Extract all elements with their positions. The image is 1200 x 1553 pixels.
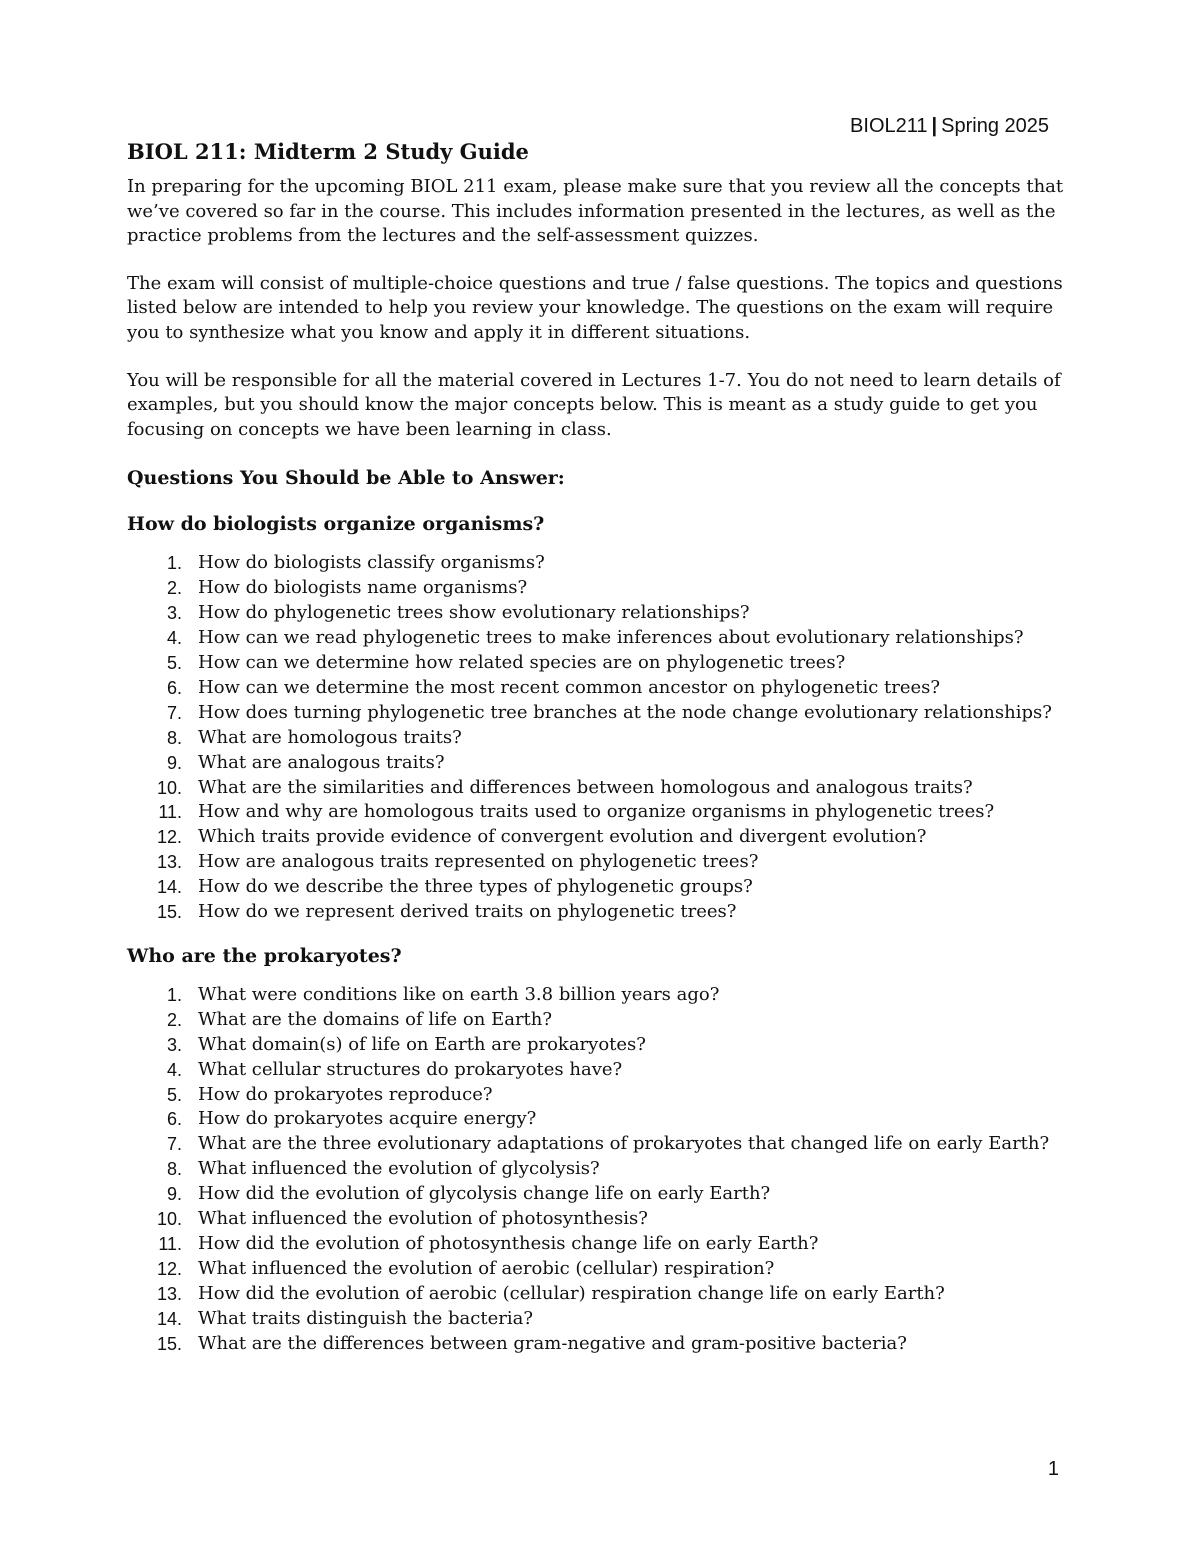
list-number: 11. [158, 1234, 182, 1254]
question-text: What are analogous traits? [198, 751, 445, 773]
list-number: 7. [166, 1134, 182, 1155]
question-text: How do biologists name organisms? [198, 577, 528, 599]
list-item [127, 1232, 1077, 1257]
question-text: How are analogous traits represented on phylogenetic trees? [198, 851, 759, 873]
list-number: 1. [166, 553, 182, 574]
question-text: How does turning phylogenetic tree branches at the node change evolutionary relationships? [198, 701, 1052, 723]
question-text: What were conditions like on earth 3.8 billion years ago? [198, 983, 720, 1005]
question-text: How did the evolution of photosynthesis change life on early Earth? [198, 1233, 819, 1254]
header-separator: | [931, 115, 938, 137]
list-number: 5. [166, 652, 182, 673]
list-item [127, 850, 1077, 875]
question-text: What influenced the evolution of aerobic (cellular) respiration? [198, 1257, 775, 1279]
list-item [127, 626, 1077, 651]
list-number: 4. [166, 628, 182, 649]
header-course: BIOL211 [850, 115, 928, 137]
list-number: 9. [166, 1184, 182, 1205]
list-number: 3. [166, 603, 182, 624]
list-number: 10. [156, 1209, 182, 1230]
list-item [127, 1107, 1077, 1132]
question-text: How do biologists classify organisms? [198, 552, 545, 574]
list-item [127, 900, 1077, 925]
questions-heading: Questions You Should be Able to Answer: [127, 467, 565, 490]
question-text: How do prokaryotes reproduce? [198, 1083, 493, 1105]
question-text: What domain(s) of life on Earth are prokaryotes? [198, 1033, 646, 1055]
list-number: 2. [166, 578, 182, 599]
list-number: 6. [166, 1109, 182, 1130]
question-text: How do we represent derived traits on phylogenetic trees? [198, 901, 737, 923]
list-number: 15. [156, 902, 182, 923]
list-item [127, 651, 1077, 676]
list-number: 8. [166, 727, 182, 748]
intro-paragraph: In preparing for the upcoming BIOL 211 exam, please make sure that you review all the concepts that we’ve covered so far in the course. This includes information presented in the lectures, as well as the practice problems from the lectures and the self-assessment quizzes. [127, 176, 1064, 247]
list-number: 15. [156, 1333, 182, 1354]
list-item [127, 551, 1077, 576]
document-body [127, 137, 1077, 1375]
question-text: Which traits provide evidence of convergent evolution and divergent evolution? [198, 826, 927, 848]
list-item [127, 1257, 1077, 1282]
list-item [127, 1207, 1077, 1232]
list-number: 6. [166, 677, 182, 698]
list-number: 13. [156, 1283, 182, 1304]
list-number: 3. [166, 1034, 182, 1055]
list-number: 12. [156, 827, 182, 848]
question-text: What are the domains of life on Earth? [198, 1008, 553, 1030]
question-text: What influenced the evolution of photosynthesis? [198, 1208, 648, 1230]
list-number: 5. [166, 1084, 182, 1105]
list-number: 11. [158, 802, 182, 823]
question-text: How do phylogenetic trees show evolutionary relationships? [198, 602, 750, 624]
running-header [850, 114, 1049, 138]
list-number: 9. [166, 752, 182, 773]
question-text: How can we determine the most recent common ancestor on phylogenetic trees? [198, 676, 941, 698]
list-item [127, 1307, 1077, 1332]
question-text: How can we read phylogenetic trees to make inferences about evolutionary relationships? [198, 627, 1024, 649]
list-item [127, 1332, 1077, 1357]
question-text: What influenced the evolution of glycolysis? [198, 1158, 600, 1180]
list-item [127, 601, 1077, 626]
list-item [127, 1157, 1077, 1182]
list-item [127, 576, 1077, 601]
question-text: What traits distinguish the bacteria? [198, 1307, 533, 1329]
list-item [127, 676, 1077, 701]
page-number: 1 [1047, 1458, 1059, 1480]
scope-paragraph: You will be responsible for all the material covered in Lectures 1-7. You do not need to learn details of examples, but you should know the major concepts below. This is meant as a study guide to get you focusing on concepts we have been learning in class. [127, 369, 1061, 440]
question-text: How do prokaryotes acquire energy? [198, 1108, 537, 1130]
list-item [127, 825, 1077, 850]
question-text: What are the three evolutionary adaptations of prokaryotes that changed life on early Earth? [198, 1133, 1050, 1155]
list-item [127, 1182, 1077, 1207]
question-text: What are the similarities and differences between homologous and analogous traits? [198, 776, 973, 798]
list-item [127, 1282, 1077, 1307]
list-item [127, 1058, 1077, 1083]
list-item [127, 800, 1077, 825]
question-list-organize [127, 551, 1077, 925]
list-item [127, 983, 1077, 1008]
section-heading-organize: How do biologists organize organisms? [127, 513, 545, 536]
list-number: 7. [166, 702, 182, 723]
list-number: 14. [156, 1308, 182, 1329]
exam-format-paragraph: The exam will consist of multiple-choice questions and true / false questions. The topics and questions listed below are intended to help you review your knowledge. The questions on the exam will require you to synthesize what you know and apply it in different situations. [127, 272, 1063, 343]
list-number: 13. [156, 852, 182, 873]
question-text: How did the evolution of glycolysis change life on early Earth? [198, 1183, 771, 1205]
list-number: 1. [166, 984, 182, 1005]
question-text: How do we describe the three types of phylogenetic groups? [198, 876, 753, 898]
list-item [127, 751, 1077, 776]
list-number: 2. [166, 1009, 182, 1030]
list-number: 8. [166, 1159, 182, 1180]
list-item [127, 1008, 1077, 1033]
list-item [127, 701, 1077, 726]
question-text: What cellular structures do prokaryotes have? [198, 1058, 623, 1080]
list-number: 12. [156, 1258, 182, 1279]
list-number: 4. [166, 1059, 182, 1080]
list-item [127, 726, 1077, 751]
list-item [127, 776, 1077, 801]
list-item [127, 1083, 1077, 1108]
question-text: What are homologous traits? [198, 726, 462, 748]
section-heading-prokaryotes: Who are the prokaryotes? [127, 944, 402, 967]
list-item [127, 1033, 1077, 1058]
question-text: What are the differences between gram-negative and gram-positive bacteria? [198, 1332, 907, 1354]
document-title: BIOL 211: Midterm 2 Study Guide [127, 139, 529, 164]
list-number: 10. [156, 777, 182, 798]
list-number: 14. [156, 877, 182, 898]
question-text: How did the evolution of aerobic (cellular) respiration change life on early Earth? [198, 1282, 945, 1304]
question-text: How can we determine how related species are on phylogenetic trees? [198, 651, 846, 673]
question-list-prokaryotes [127, 983, 1077, 1357]
question-text: How and why are homologous traits used to organize organisms in phylogenetic trees? [198, 801, 995, 823]
header-term: Spring 2025 [941, 115, 1049, 137]
list-item [127, 1132, 1077, 1157]
list-item [127, 875, 1077, 900]
